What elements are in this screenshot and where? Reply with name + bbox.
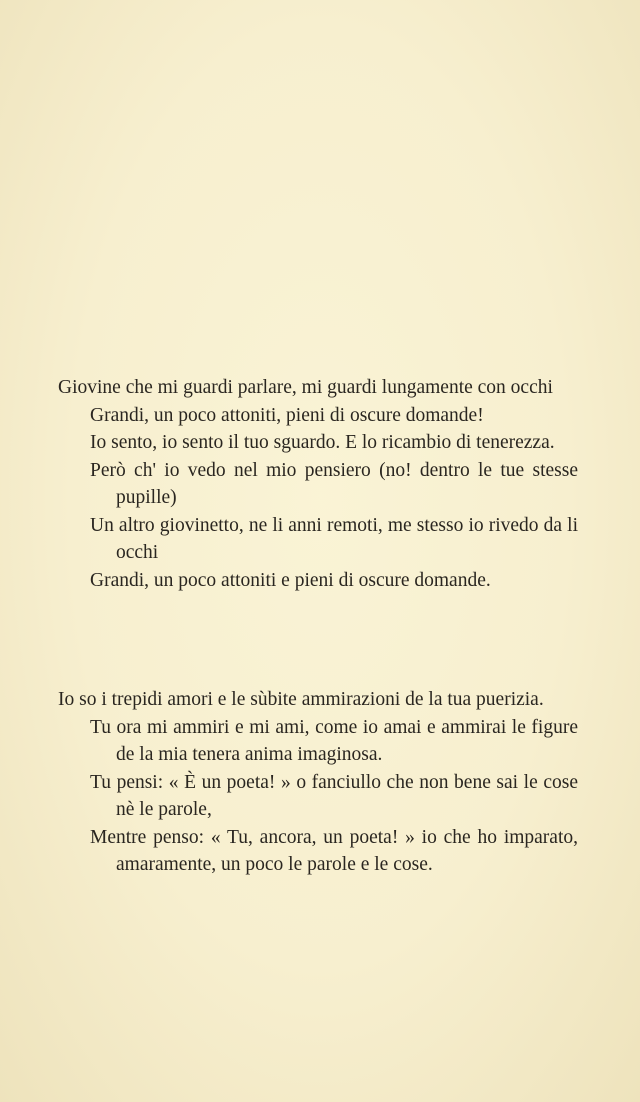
verse-line: Tu ora mi ammiri e mi ami, come io amai e ammirai le figure de la mia tenera anima imaginosa. bbox=[90, 716, 578, 765]
verse-line: Però ch' io vedo nel mio pensiero (no! dentro le tue stesse pupille) bbox=[90, 459, 578, 508]
verse-line: Mentre penso: « Tu, ancora, un poeta! » io che ho imparato, amaramente, un poco le parole e le cose. bbox=[90, 826, 578, 875]
verse-line: Grandi, un poco attoniti e pieni di oscure domande. bbox=[90, 569, 491, 591]
verse-line: Grandi, un poco attoniti, pieni di oscure domande! bbox=[90, 404, 484, 426]
verse-line: Io so i trepidi amori e le sùbite ammirazioni de la tua puerizia. bbox=[58, 689, 544, 710]
verse-line: Tu pensi: « È un poeta! » o fanciullo che non bene sai le cose nè le parole, bbox=[90, 771, 578, 820]
verse-line: Un altro giovinetto, ne li anni remoti, me stesso io rivedo da li occhi bbox=[90, 514, 578, 563]
verse-line: Giovine che mi guardi parlare, mi guardi lungamente con occhi bbox=[58, 377, 553, 398]
stanza-1 bbox=[58, 374, 578, 594]
verse-line: Io sento, io sento il tuo sguardo. E lo ricambio di tenerezza. bbox=[90, 432, 555, 453]
stanza-2 bbox=[58, 686, 578, 879]
